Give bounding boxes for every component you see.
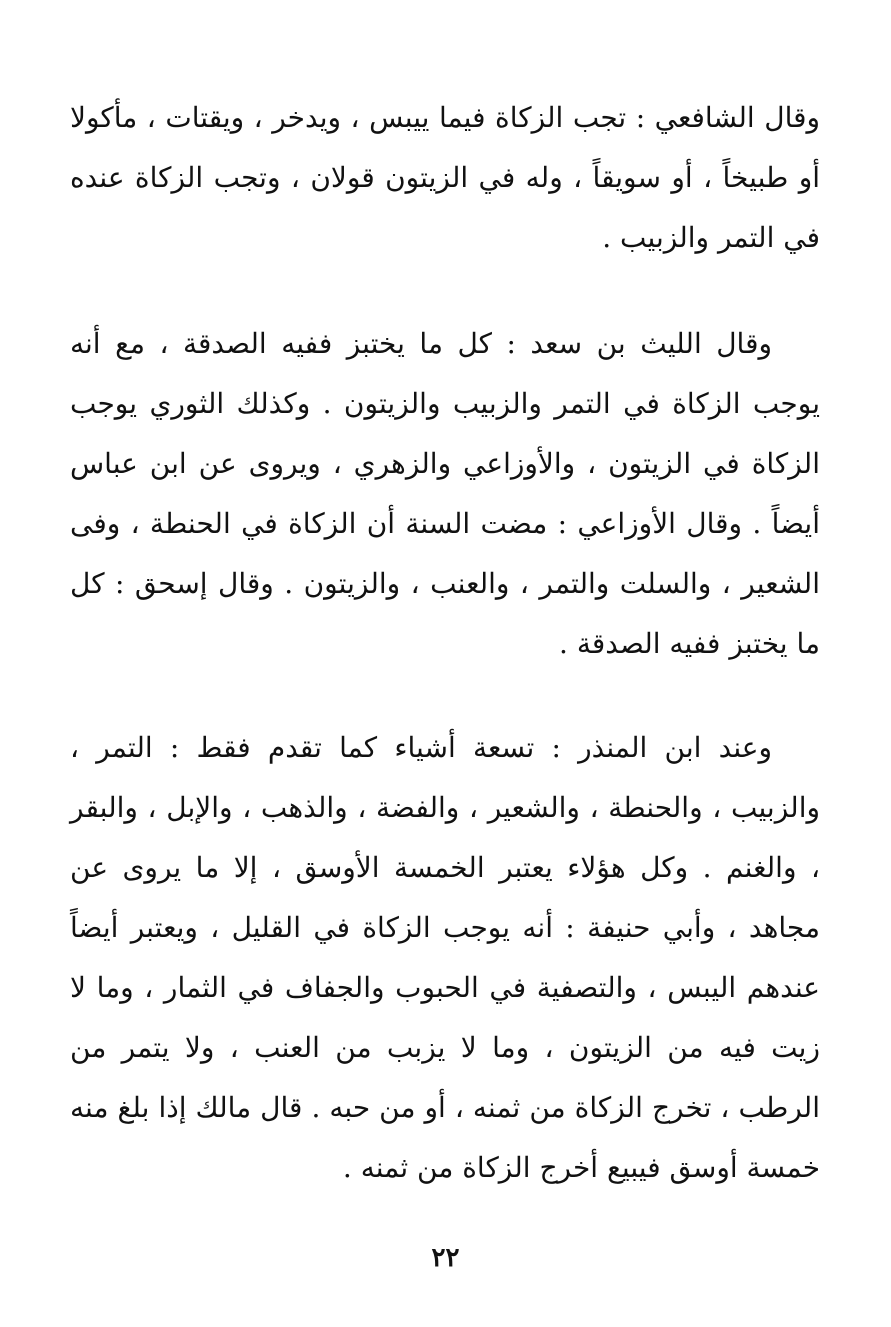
page-body	[70, 88, 820, 1198]
page-number: ٢٢	[431, 1243, 460, 1273]
paragraph-layth: وقال الليث بن سعد : كل ما يختبز ففيه الصدقة ، مع أنه يوجب الزكاة في التمر والزبيب والزيتون . وكذلك الثوري يوجب الزكاة في الزيتون ، والأوزاعي والزهري ، ويروى عن ابن عباس أيضاً . وقال الأوزاعي : مضت السنة أن الزكاة في الحنطة ، وفى الشعير ، والسلت والتمر ، والعنب ، والزيتون . وقال إسحق : كل ما يختبز ففيه الصدقة .	[70, 327, 820, 660]
paragraph-shafii: وقال الشافعي : تجب الزكاة فيما ييبس ، ويدخر ، ويقتات ، مأكولا أو طبيخاً ، أو سويقاً ، وله في الزيتون قولان ، وتجب الزكاة عنده في التمر والزبيب .	[70, 101, 820, 254]
paragraph-ibn-al-mundhir: وعند ابن المنذر : تسعة أشياء كما تقدم فقط : التمر ، والزبيب ، والحنطة ، والشعير ، والفضة ، والذهب ، والإبل ، والبقر ، والغنم . وكل هؤلاء يعتبر الخمسة الأوسق ، إلا ما يروى عن مجاهد ، وأبي حنيفة : أنه يوجب الزكاة في القليل ، ويعتبر أيضاً عندهم اليبس ، والتصفية في الحبوب والجفاف في الثمار ، وما لا زيت فيه من الزيتون ، وما لا يزبب من العنب ، ولا يتمر من الرطب ، تخرج الزكاة من ثمنه ، أو من حبه . قال مالك إذا بلغ منه خمسة أوسق فيبيع أخرج الزكاة من ثمنه .	[70, 731, 820, 1184]
